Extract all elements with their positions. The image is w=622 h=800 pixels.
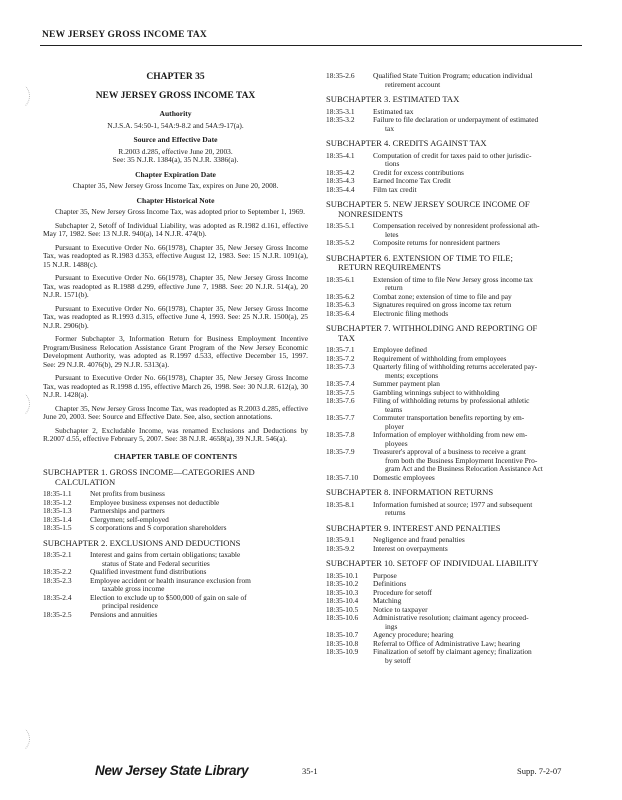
section-number: 18:35-6.2 (326, 291, 355, 301)
section-number: 18:35-10.6 (326, 613, 359, 622)
section-number: 18:35-1.2 (43, 497, 72, 507)
toc-entry (326, 414, 584, 431)
right-column (326, 72, 584, 665)
section-title: Earned Income Tax Credit (373, 176, 451, 185)
section-title: Clergymen; self-employed (90, 514, 169, 524)
section-number: 18:35-1.5 (43, 523, 72, 532)
source-line: See: 35 N.J.R. 1384(a), 35 N.J.R. 3386(a). (112, 155, 239, 164)
section-number: 18:35-2.4 (43, 592, 72, 602)
subchapter-title-cont: RETURN REQUIREMENTS (338, 262, 441, 272)
toc-entry (326, 177, 584, 186)
toc-entry (43, 551, 308, 568)
toc-entry (326, 580, 584, 589)
toc-entry (326, 572, 584, 581)
section-title: Interest and gains from certain obligations; taxable (90, 550, 241, 559)
history-paragraph: Subchapter 2, Setoff of Individual Liability, was adopted as R.1982 d.161, effective May 17, 1982. See: 13 N.J.R. 940(a), 14 N.J.R. 474(b). (43, 220, 308, 238)
subchapter-title-cont: NONRESIDENTS (338, 208, 403, 219)
section-number: 18:35-4.3 (326, 176, 355, 185)
subchapter-heading (326, 524, 584, 534)
section-title: Composite returns for nonresident partners (373, 238, 500, 247)
subchapter-heading (326, 200, 584, 219)
section-title: Quarterly filing of withholding returns accelerated pay- (373, 362, 538, 371)
section-title: Qualified investment fund distributions (90, 567, 207, 576)
section-title: Definitions (373, 579, 407, 588)
toc-entry (326, 363, 584, 380)
section-title-cont: tions (385, 159, 400, 168)
punch-hole-mark (2, 390, 30, 418)
history-paragraph: Chapter 35, New Jersey Gross Income Tax, was adopted prior to September 1, 1969. (55, 207, 305, 216)
section-title-cont: taxable gross income (102, 584, 165, 593)
history-heading: Chapter Historical Note (136, 195, 215, 205)
section-number: 18:35-7.3 (326, 362, 355, 371)
section-title: Partnerships and partners (90, 506, 165, 515)
section-number: 18:35-7.5 (326, 387, 355, 397)
section-title: Employee accident or health insurance exclusion from (90, 575, 251, 585)
toc-entry (326, 597, 584, 606)
section-title: Information of employer withholding from new em- (373, 430, 528, 439)
section-title: S corporations and S corporation shareholders (90, 523, 227, 532)
subchapter-title: SUBCHAPTER 9. INTEREST AND PENALTIES (326, 522, 501, 533)
expiration-text: Chapter 35, New Jersey Gross Income Tax, expires on June 20, 2008. (72, 181, 279, 190)
section-number: 18:35-10.4 (326, 596, 359, 605)
section-number: 18:35-7.8 (326, 430, 355, 439)
subchapter-heading (43, 468, 308, 487)
toc-entry (326, 222, 584, 239)
section-title: Gambling winnings subject to withholding (373, 387, 500, 397)
toc-entry (326, 186, 584, 195)
section-title-cont: by setoff (385, 655, 411, 665)
section-title: Signatures required on gross income tax return (373, 300, 512, 309)
toc-entry (326, 648, 584, 665)
section-title: Administrative resolution; claimant agency proceed- (373, 613, 529, 622)
source-heading: Source and Effective Date (133, 135, 218, 144)
section-number: 18:35-3.2 (326, 115, 355, 124)
section-title-cont: ments; exceptions (385, 370, 439, 380)
section-number: 18:35-1.1 (43, 489, 72, 498)
subchapter-heading (326, 324, 584, 343)
section-number: 18:35-7.6 (326, 396, 355, 405)
section-number: 18:35-10.5 (326, 604, 359, 614)
toc-entry (326, 116, 584, 133)
section-title-cont: teams (385, 404, 403, 414)
toc-entry (326, 397, 584, 414)
history-paragraph: Chapter 35, New Jersey Gross Income Tax, was readopted as R.2003 d.285, effective June 20, 2003. See: Source and Effective Date. See, also, section annotations. (43, 403, 308, 421)
section-title-cont: ings (385, 621, 398, 631)
section-title-cont: retirement account (385, 79, 441, 89)
section-title: Failure to file declaration or underpayment of estimated (373, 115, 539, 124)
section-title: Negligence and fraud penalties (373, 535, 465, 544)
section-number: 18:35-2.5 (43, 609, 72, 619)
expiration-heading: Chapter Expiration Date (135, 169, 216, 179)
chapter-number: CHAPTER 35 (146, 72, 205, 82)
section-number: 18:35-4.2 (326, 167, 355, 177)
history-paragraph: Pursuant to Executive Order No. 66(1978), Chapter 35, New Jersey Gross Income Tax, was readopted as R.1998 d.195, effective March 26, 1998. See: 30 N.J.R. 612(a), 30 N.J.R. 1428(a). (43, 373, 308, 399)
section-number: 18:35-10.1 (326, 570, 359, 580)
section-number: 18:35-7.1 (326, 345, 355, 354)
source-line: R.2003 d.285, effective June 20, 2003. (118, 146, 233, 156)
section-number: 18:35-5.2 (326, 238, 355, 247)
subchapter-heading (326, 488, 584, 498)
section-title: Combat zone; extension of time to file and pay (373, 291, 512, 301)
section-number: 18:35-5.1 (326, 221, 355, 230)
punch-hole-mark (2, 82, 30, 110)
toc-entry (326, 169, 584, 178)
subchapter-title: SUBCHAPTER 8. INFORMATION RETURNS (326, 487, 494, 497)
section-title: Notice to taxpayer (373, 604, 428, 614)
section-title-cont: status of State and Federal securities (102, 558, 210, 568)
section-title: Qualified State Tuition Program; education individual (373, 71, 533, 80)
toc-entry (326, 431, 584, 448)
section-number: 18:35-1.3 (43, 506, 72, 515)
section-title: Electronic filing methods (373, 308, 449, 318)
section-number: 18:35-4.4 (326, 184, 355, 194)
toc-entry (43, 499, 308, 508)
history-paragraph: Subchapter 2, Excludable Income, was renamed Exclusions and Deductions by R.2007 d.55, effective February 5, 2007. See: 38 N.J.R. 4658(a), 39 N.J.R. 546(a). (43, 425, 308, 443)
authority-text: N.J.S.A. 54:50-1, 54A:9-8.2 and 54A:9-17(a). (107, 120, 244, 130)
toc-title: CHAPTER TABLE OF CONTENTS (113, 451, 238, 461)
section-number: 18:35-6.1 (326, 274, 355, 284)
section-title: Interest on overpayments (373, 543, 448, 553)
section-title: Employee business expenses not deductible (90, 497, 220, 507)
section-title: Film tax credit (373, 184, 417, 194)
toc-entry (43, 507, 308, 516)
subchapter-heading (43, 539, 308, 549)
toc-entry (326, 310, 584, 319)
section-number: 18:35-7.4 (326, 379, 355, 388)
toc-entry (326, 72, 584, 89)
section-title-cont: tax (385, 123, 395, 133)
toc-entry (326, 152, 584, 169)
section-number: 18:35-9.2 (326, 543, 355, 553)
section-number: 18:35-9.1 (326, 535, 355, 544)
left-column (43, 73, 308, 619)
history-paragraph: Pursuant to Executive Order No. 66(1978), Chapter 35, New Jersey Gross Income Tax, was readopted as R.1993 d.315, effective June 4, 1993. See: 25 N.J.R. 1500(a), 25 N.J.R. 2906(b). (43, 303, 308, 330)
section-title-cont: ployees (385, 438, 408, 448)
toc-entry (326, 501, 584, 518)
section-title: Purpose (373, 570, 397, 580)
history-paragraph: Pursuant to Executive Order No. 66(1978), Chapter 35, New Jersey Gross Income Tax, was readopted as R.1988 d.299, effective June 7, 1988. See: 20 N.J.R. 514(a), 20 N.J.R. 1571(b). (43, 273, 308, 299)
section-number: 18:35-10.7 (326, 630, 359, 639)
section-title: Agency procedure; hearing (373, 630, 454, 639)
section-title: Compensation received by nonresident professional ath- (373, 221, 540, 230)
section-title: Computation of credit for taxes paid to other jurisdic- (373, 150, 532, 160)
running-header: NEW JERSEY GROSS INCOME TAX (42, 30, 207, 40)
subchapter-title: SUBCHAPTER 4. CREDITS AGAINST TAX (326, 138, 487, 148)
library-logo-text: New Jersey State Library (95, 763, 249, 778)
section-title: Matching (373, 596, 402, 605)
section-title: Procedure for setoff (373, 587, 432, 597)
subchapter-title: SUBCHAPTER 7. WITHHOLDING AND REPORTING OF (326, 323, 538, 333)
toc-entry (43, 594, 308, 611)
authority-heading: Authority (159, 109, 192, 118)
section-title-cont: principal residence (102, 601, 159, 610)
section-number: 18:35-7.10 (326, 472, 359, 482)
section-title: Employee defined (373, 345, 427, 354)
toc-entry (43, 611, 308, 620)
subchapter-title: SUBCHAPTER 2. EXCLUSIONS AND DEDUCTIONS (43, 537, 241, 548)
toc-entry (326, 589, 584, 598)
history-note (43, 208, 308, 444)
header-rule (40, 45, 582, 46)
subchapter-title: SUBCHAPTER 5. NEW JERSEY SOURCE INCOME OF (326, 199, 530, 209)
section-title-cont: return (385, 283, 403, 292)
toc-entry (326, 614, 584, 631)
section-number: 18:35-8.1 (326, 499, 355, 509)
section-number: 18:35-7.2 (326, 353, 355, 363)
section-number: 18:35-10.9 (326, 647, 359, 656)
section-number: 18:35-2.6 (326, 71, 355, 80)
section-number: 18:35-7.7 (326, 413, 355, 422)
section-number: 18:35-4.1 (326, 150, 355, 160)
subchapter-title-cont: TAX (338, 332, 355, 343)
section-title: Credit for excess contributions (373, 167, 464, 177)
section-title: Summer payment plan (373, 379, 440, 388)
section-title: Net profits from business (90, 489, 165, 498)
section-title: Filing of withholding returns by professional athletic (373, 396, 530, 405)
section-number: 18:35-2.3 (43, 575, 72, 585)
section-title: Finalization of setoff by claimant agency; finalization (373, 647, 532, 656)
toc-entry (326, 448, 584, 474)
section-title-cont: returns (385, 508, 406, 517)
section-number: 18:35-6.3 (326, 300, 355, 309)
section-number: 18:35-2.1 (43, 550, 72, 559)
toc-entry (326, 301, 584, 310)
section-title: Estimated tax (373, 106, 414, 116)
subchapter-heading (326, 95, 584, 105)
toc-entry (326, 474, 584, 483)
supplement-date: Supp. 7-2-07 (517, 766, 562, 776)
section-number: 18:35-6.4 (326, 308, 355, 318)
chapter-title: NEW JERSEY GROSS INCOME TAX (95, 90, 256, 101)
section-title-cont: from both the Business Employment Incentive Pro- (385, 455, 538, 465)
section-number: 18:35-3.1 (326, 106, 355, 116)
section-title: Information furnished at source; 1977 and subsequent (373, 499, 533, 509)
punch-hole-mark (2, 725, 30, 753)
subchapter-title: SUBCHAPTER 6. EXTENSION OF TIME TO FILE; (326, 252, 513, 263)
section-title: Treasurer's approval of a business to receive a grant (373, 447, 526, 456)
toc-entry (326, 276, 584, 293)
toc-entry (326, 239, 584, 248)
section-number: 18:35-2.2 (43, 567, 72, 576)
toc-entry (43, 524, 308, 533)
subchapter-title: SUBCHAPTER 3. ESTIMATED TAX (326, 94, 460, 104)
section-title: Domestic employees (373, 472, 435, 482)
section-title: Pensions and annuities (90, 609, 158, 619)
toc-entry (326, 536, 584, 545)
section-title: Referral to Office of Administrative Law; hearing (373, 638, 521, 648)
history-paragraph: Former Subchapter 3, Information Return for Business Employment Incentive Program/Business Relocation Assistance Grant Program of the New Jersey Economic Development Authority, was adopted as R.1997 d.533, effective December 15, 1997. See: 29 N.J.R. 4076(b), 29 N.J.R. 5313(a). (43, 334, 308, 369)
section-title: Election to exclude up to $500,000 of gain on sale of (90, 592, 247, 602)
page-number: 35-1 (302, 766, 318, 776)
subchapter-heading (326, 254, 584, 273)
subchapter-title: SUBCHAPTER 10. SETOFF OF INDIVIDUAL LIABILITY (326, 558, 539, 568)
section-title-cont: gram Act and the Business Relocation Assistance Act (385, 464, 543, 473)
section-number: 18:35-7.9 (326, 447, 355, 456)
subchapter-heading (326, 559, 584, 569)
section-title: Commuter transportation benefits reporting by em- (373, 413, 525, 422)
section-title: Extension of time to file New Jersey gross income tax (373, 274, 533, 284)
section-title-cont: ployer (385, 421, 404, 431)
section-number: 18:35-10.8 (326, 638, 359, 648)
history-paragraph: Pursuant to Executive Order No. 66(1978), Chapter 35, New Jersey Gross Income Tax, was readopted as R.1983 d.353, effective August 12, 1983. See: 15 N.J.R. 1091(a), 15 N.J.R. 1488(c). (43, 242, 308, 269)
section-number: 18:35-10.2 (326, 579, 359, 588)
toc-entry (326, 545, 584, 554)
section-number: 18:35-10.3 (326, 587, 359, 597)
subchapter-heading (326, 139, 584, 149)
toc-entry (43, 577, 308, 594)
section-number: 18:35-1.4 (43, 514, 72, 524)
section-title-cont: letes (385, 229, 399, 239)
subchapter-title-cont: CALCULATION (55, 476, 116, 487)
subchapter-title: SUBCHAPTER 1. GROSS INCOME—CATEGORIES AND (43, 467, 255, 477)
section-title: Requirement of withholding from employees (373, 353, 507, 363)
